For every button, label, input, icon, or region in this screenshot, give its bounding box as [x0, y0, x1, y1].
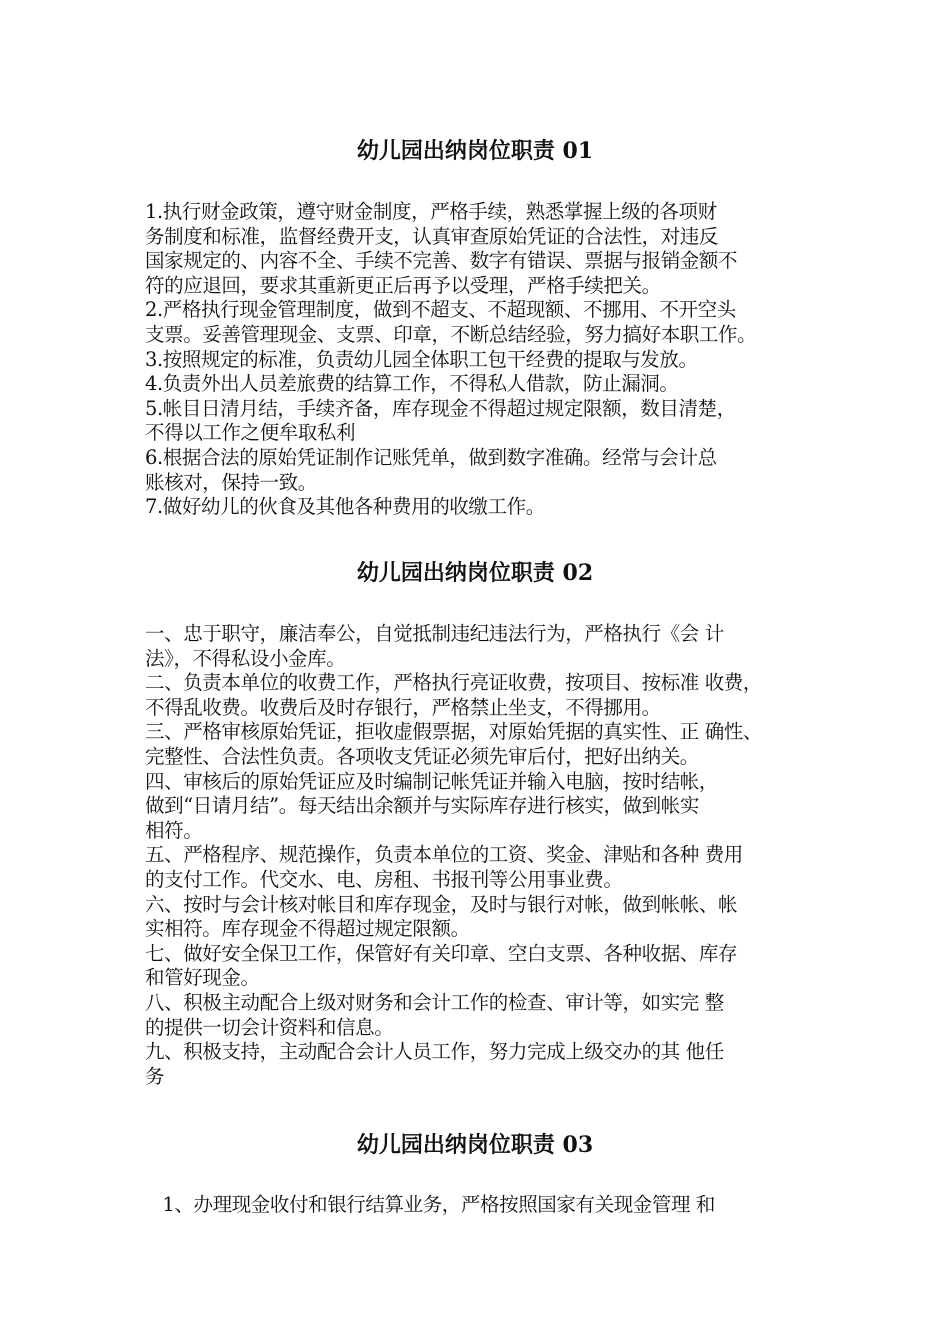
section-1-body: [145, 200, 810, 520]
text-line: 完整性、合法性负责。各项收支凭证必须先审后付，把好出纳关。: [145, 744, 699, 768]
text-line: 做到“日请月结”。每天结出余额并与实际库存进行核实，做到帐实: [145, 794, 699, 818]
text-line: 的支付工作。代交水、电、房租、书报刊等公用事业费。: [145, 867, 623, 891]
text-line: 务: [145, 1064, 165, 1088]
text-line: 1.执行财金政策，遵守财金制度，严格手续，熟悉掌握上级的各项财: [145, 200, 717, 223]
text-line: 一、忠于职守，廉洁奉公，自觉抵制违纪违法行为，严格执行《会 计: [145, 622, 724, 645]
section-2-body: [145, 622, 810, 1089]
text-line: 支票。妥善管理现金、支票、印章，不断总结经验，努力搞好本职工作。: [145, 322, 757, 346]
text-line: 实相符。库存现金不得超过规定限额。: [145, 917, 470, 941]
text-line: 4.负责外出人员差旅费的结算工作，不得私人借款，防止漏洞。: [145, 372, 679, 396]
text-line: 6.根据合法的原始凭证制作记账凭单，做到数字准确。经常与会计总: [145, 445, 717, 469]
text-line: 八、积极主动配合上级对财务和会计工作的检查、审计等，如实完 整: [145, 990, 724, 1014]
text-line: 相符。: [145, 818, 203, 842]
text-line: 七、做好安全保卫工作，保管好有关印章、空白支票、各种收据、库存: [145, 941, 738, 965]
text-line: 四、审核后的原始凭证应及时编制记帐凭证并输入电脑，按时结帐，: [145, 769, 719, 793]
text-line: 符的应退回，要求其重新更正后再予以受理，严格手续把关。: [145, 273, 661, 297]
text-line: 账核对，保持一致。: [145, 470, 317, 494]
text-line: 的提供一切会计资料和信息。: [145, 1015, 394, 1039]
text-line: 务制度和标准，监督经费开支，认真审查原始凭证的合法性，对违反: [145, 224, 719, 248]
text-line: 九、积极支持，主动配合会计人员工作，努力完成上级交办的其 他任: [145, 1040, 724, 1064]
section-2-title: 幼儿园出纳岗位职责 02: [356, 560, 594, 586]
text-line: 五、严格程序、规范操作，负责本单位的工资、奖金、津贴和各种 费用: [145, 843, 743, 867]
text-line: 3.按照规定的标准，负责幼儿园全体职工包干经费的提取与发放。: [145, 347, 698, 371]
text-line: 六、按时与会计核对帐目和库存现金，及时与银行对帐，做到帐帐、帐: [145, 892, 738, 916]
text-line: 2.严格执行现金管理制度，做到不超支、不超现额、不挪用、不开空头: [145, 298, 736, 322]
section-1-title: 幼儿园出纳岗位职责 01: [356, 138, 594, 164]
section-3-title: 幼儿园出纳岗位职责 03: [356, 1132, 594, 1158]
text-line: 二、负责本单位的收费工作，严格执行亮证收费，按项目、按标准 收费，: [145, 671, 762, 695]
section-3-body: [145, 1193, 810, 1218]
text-line: 不得以工作之便牟取私利: [145, 421, 356, 445]
text-line: 法》，不得私设小金库。: [145, 646, 346, 670]
text-line: 三、严格审核原始凭证，拒收虚假票据，对原始凭据的真实性、正 确性、: [145, 720, 762, 744]
text-line: 不得乱收费。收费后及时存银行，严格禁止坐支，不得挪用。: [145, 695, 661, 719]
text-line: 国家规定的、内容不全、手续不完善、数字有错误、票据与报销金额不: [145, 249, 738, 273]
text-line: 5.帐目日清月结，手续齐备，库存现金不得超过规定限额，数目清楚，: [145, 396, 736, 420]
text-line: 1、办理现金收付和银行结算业务，严格按照国家有关现金管理 和: [145, 1193, 716, 1216]
text-line: 和管好现金。: [145, 966, 260, 990]
text-line: 7.做好幼儿的伙食及其他各种费用的收缴工作。: [145, 495, 545, 519]
